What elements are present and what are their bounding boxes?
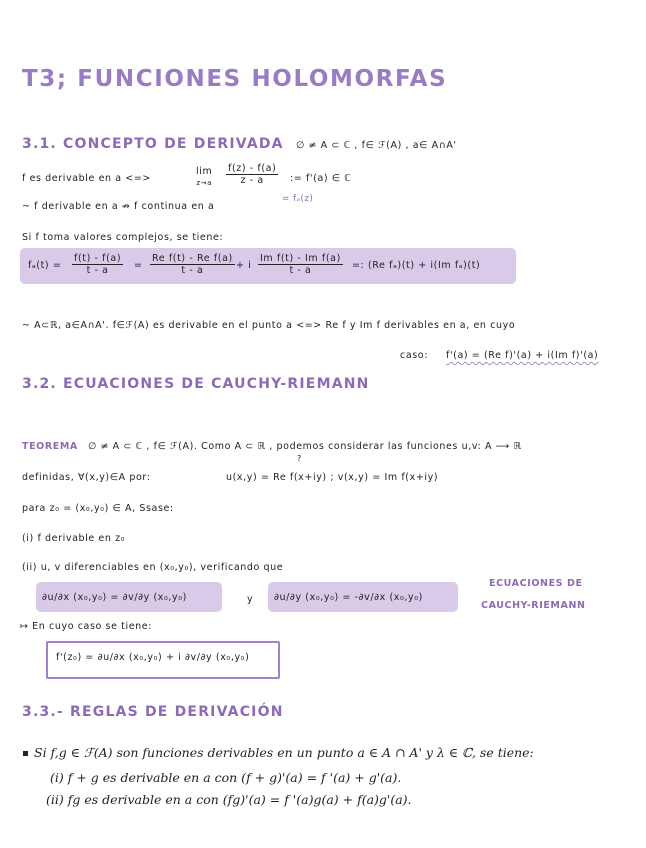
- cr-label-line-2: CAUCHY-RIEMANN: [481, 600, 586, 611]
- condition-ii: (ii) u, v diferenciables en (x₀,y₀), verificando que: [22, 562, 284, 573]
- definition-text: f es derivable en a <=>: [22, 173, 151, 184]
- limit-label: lim: [196, 166, 213, 177]
- rules-intro: Si f,g ∈ ℱ(A) son funciones derivables en un punto a ∈ A ∩ A' y λ ∈ ℂ, se tiene:: [34, 745, 534, 760]
- real-case-formula: f'(a) = (Re f)'(a) + i(Im f)'(a): [446, 350, 599, 361]
- question-mark: ?: [297, 454, 302, 463]
- box-fraction-1: [72, 253, 123, 276]
- real-case-label: caso:: [400, 350, 429, 361]
- box-denominator-1: t - a: [86, 265, 109, 276]
- and-connector: y: [247, 594, 254, 605]
- cr-label-line-1: ECUACIONES DE: [489, 578, 583, 589]
- rule-product: (ii) fg es derivable en a con (fg)'(a) = f '(a)g(a) + f(a)g'(a).: [46, 792, 412, 807]
- theorem-line-3: para z₀ = (x₀,y₀) ∈ A, Ssase:: [22, 503, 174, 514]
- uv-definition: u(x,y) = Re f(x+iy) ; v(x,y) = Im f(x+iy): [226, 472, 439, 483]
- theorem-line-1: ∅ ≠ A ⊂ ℂ , f∈ ℱ(A). Como A ⊂ ℝ , podemos considerar las funciones u,v: A ⟶ ℝ: [88, 441, 522, 452]
- condition-i: (i) f derivable en z₀: [22, 533, 126, 544]
- box-equals: =: [134, 260, 143, 271]
- conclusion-intro: ↦ En cuyo caso se tiene:: [20, 621, 153, 632]
- quotient-denominator: z - a: [240, 175, 264, 186]
- box-denominator-3: t - a: [289, 265, 312, 276]
- bullet-icon: [23, 751, 28, 756]
- page-title: T3; FUNCIONES HOLOMORFAS: [22, 66, 448, 92]
- box-lhs: fₐ(t) =: [28, 260, 62, 271]
- theorem-label: TEOREMA: [22, 441, 78, 452]
- rule-sum: (i) f + g es derivable en a con (f + g)'(a) = f '(a) + g'(a).: [50, 770, 402, 785]
- box-plus-i: + i: [236, 260, 252, 271]
- theorem-line-2: definidas, ∀(x,y)∈A por:: [22, 472, 151, 483]
- section-heading-3-2: 3.2. ECUACIONES DE CAUCHY-RIEMANN: [22, 376, 370, 392]
- box-numerator-3: Im f(t) - Im f(a): [260, 253, 341, 264]
- cr-equation-2: ∂u/∂y (x₀,y₀) = -∂v/∂x (x₀,y₀): [274, 592, 423, 603]
- box-numerator-2: Re f(t) - Re f(a): [152, 253, 233, 264]
- box-fraction-2: [150, 253, 235, 276]
- box-rhs: =: (Re fₐ)(t) + i(Im fₐ)(t): [352, 260, 481, 271]
- complex-intro: Si f toma valores complejos, se tiene:: [22, 232, 224, 243]
- difference-quotient: [226, 163, 278, 186]
- box-denominator-2: t - a: [181, 265, 204, 276]
- section-heading-3-1: 3.1. CONCEPTO DE DERIVADA: [22, 136, 284, 152]
- cr-equation-1: ∂u/∂x (x₀,y₀) = ∂v/∂y (x₀,y₀): [42, 592, 187, 603]
- continuity-remark: ~ f derivable en a ⇏ f continua en a: [22, 201, 215, 212]
- hypothesis-text: ∅ ≠ A ⊂ ℂ , f∈ ℱ(A) , a∈ A∩A': [296, 140, 457, 151]
- derivative-definition: := f'(a) ∈ ℂ: [290, 173, 352, 184]
- quotient-note: = fₐ(z): [282, 194, 314, 204]
- limit-symbol: [196, 166, 212, 189]
- box-numerator-1: f(t) - f(a): [74, 253, 122, 264]
- section-heading-3-3: 3.3.- REGLAS DE DERIVACIÓN: [22, 704, 284, 720]
- result-formula: f'(z₀) = ∂u/∂x (x₀,y₀) + i ∂v/∂y (x₀,y₀): [56, 652, 250, 663]
- real-domain-remark: ~ A⊂ℝ, a∈A∩A'. f∈ℱ(A) es derivable en el punto a <=> Re f y Im f derivables en a, en cuyo: [22, 320, 516, 331]
- box-fraction-3: [258, 253, 343, 276]
- limit-subscript: z→a: [196, 179, 212, 187]
- quotient-numerator: f(z) - f(a): [228, 163, 277, 174]
